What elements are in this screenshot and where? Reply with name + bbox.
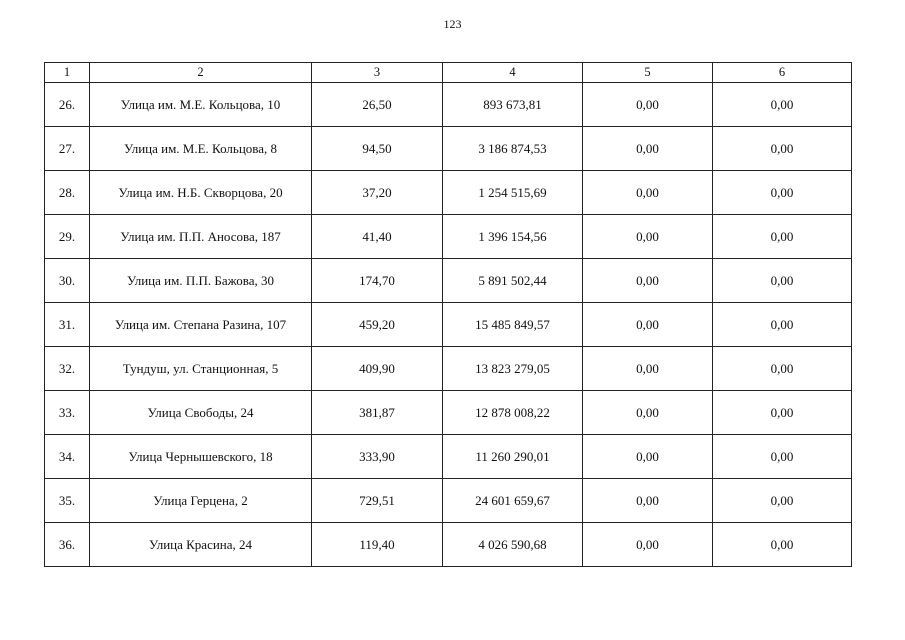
column-header: 1 bbox=[45, 63, 90, 83]
table-row bbox=[45, 127, 852, 171]
value-6-cell: 0,00 bbox=[713, 523, 852, 567]
address-cell: Тундуш, ул. Станционная, 5 bbox=[90, 347, 312, 391]
column-header: 2 bbox=[90, 63, 312, 83]
table-row bbox=[45, 391, 852, 435]
table-row bbox=[45, 347, 852, 391]
row-number: 34. bbox=[45, 435, 90, 479]
value-6-cell: 0,00 bbox=[713, 259, 852, 303]
table-row bbox=[45, 171, 852, 215]
table-row bbox=[45, 83, 852, 127]
amount-cell: 5 891 502,44 bbox=[443, 259, 583, 303]
table-row bbox=[45, 523, 852, 567]
amount-cell: 15 485 849,57 bbox=[443, 303, 583, 347]
value-6-cell: 0,00 bbox=[713, 391, 852, 435]
amount-cell: 1 396 154,56 bbox=[443, 215, 583, 259]
amount-cell: 24 601 659,67 bbox=[443, 479, 583, 523]
value-5-cell: 0,00 bbox=[583, 347, 713, 391]
column-header: 5 bbox=[583, 63, 713, 83]
value-6-cell: 0,00 bbox=[713, 435, 852, 479]
address-cell: Улица Красина, 24 bbox=[90, 523, 312, 567]
value-6-cell: 0,00 bbox=[713, 171, 852, 215]
row-number: 32. bbox=[45, 347, 90, 391]
value-5-cell: 0,00 bbox=[583, 171, 713, 215]
table-row bbox=[45, 215, 852, 259]
value-5-cell: 0,00 bbox=[583, 259, 713, 303]
area-cell: 381,87 bbox=[312, 391, 443, 435]
row-number: 31. bbox=[45, 303, 90, 347]
table-row bbox=[45, 435, 852, 479]
value-5-cell: 0,00 bbox=[583, 303, 713, 347]
column-header: 3 bbox=[312, 63, 443, 83]
table-body bbox=[45, 83, 852, 567]
address-cell: Улица им. М.Е. Кольцова, 8 bbox=[90, 127, 312, 171]
area-cell: 409,90 bbox=[312, 347, 443, 391]
row-number: 29. bbox=[45, 215, 90, 259]
row-number: 33. bbox=[45, 391, 90, 435]
row-number: 36. bbox=[45, 523, 90, 567]
value-5-cell: 0,00 bbox=[583, 479, 713, 523]
value-5-cell: 0,00 bbox=[583, 83, 713, 127]
amount-cell: 11 260 290,01 bbox=[443, 435, 583, 479]
value-6-cell: 0,00 bbox=[713, 479, 852, 523]
value-5-cell: 0,00 bbox=[583, 435, 713, 479]
value-6-cell: 0,00 bbox=[713, 347, 852, 391]
column-header: 6 bbox=[713, 63, 852, 83]
amount-cell: 1 254 515,69 bbox=[443, 171, 583, 215]
table-row bbox=[45, 479, 852, 523]
address-cell: Улица им. Н.Б. Скворцова, 20 bbox=[90, 171, 312, 215]
area-cell: 94,50 bbox=[312, 127, 443, 171]
value-5-cell: 0,00 bbox=[583, 391, 713, 435]
address-cell: Улица Свободы, 24 bbox=[90, 391, 312, 435]
value-6-cell: 0,00 bbox=[713, 215, 852, 259]
amount-cell: 4 026 590,68 bbox=[443, 523, 583, 567]
data-table bbox=[44, 62, 852, 567]
value-5-cell: 0,00 bbox=[583, 127, 713, 171]
area-cell: 729,51 bbox=[312, 479, 443, 523]
address-cell: Улица им. М.Е. Кольцова, 10 bbox=[90, 83, 312, 127]
area-cell: 333,90 bbox=[312, 435, 443, 479]
area-cell: 459,20 bbox=[312, 303, 443, 347]
row-number: 35. bbox=[45, 479, 90, 523]
amount-cell: 12 878 008,22 bbox=[443, 391, 583, 435]
address-cell: Улица им. П.П. Аносова, 187 bbox=[90, 215, 312, 259]
amount-cell: 13 823 279,05 bbox=[443, 347, 583, 391]
amount-cell: 893 673,81 bbox=[443, 83, 583, 127]
row-number: 27. bbox=[45, 127, 90, 171]
row-number: 26. bbox=[45, 83, 90, 127]
address-cell: Улица Герцена, 2 bbox=[90, 479, 312, 523]
header-row bbox=[45, 63, 852, 83]
address-cell: Улица им. П.П. Бажова, 30 bbox=[90, 259, 312, 303]
value-6-cell: 0,00 bbox=[713, 83, 852, 127]
page-number: 123 bbox=[443, 17, 462, 31]
area-cell: 41,40 bbox=[312, 215, 443, 259]
address-cell: Улица им. Степана Разина, 107 bbox=[90, 303, 312, 347]
row-number: 30. bbox=[45, 259, 90, 303]
area-cell: 37,20 bbox=[312, 171, 443, 215]
area-cell: 26,50 bbox=[312, 83, 443, 127]
area-cell: 119,40 bbox=[312, 523, 443, 567]
address-cell: Улица Чернышевского, 18 bbox=[90, 435, 312, 479]
value-6-cell: 0,00 bbox=[713, 303, 852, 347]
amount-cell: 3 186 874,53 bbox=[443, 127, 583, 171]
column-header: 4 bbox=[443, 63, 583, 83]
value-6-cell: 0,00 bbox=[713, 127, 852, 171]
table-row bbox=[45, 303, 852, 347]
row-number: 28. bbox=[45, 171, 90, 215]
value-5-cell: 0,00 bbox=[583, 215, 713, 259]
value-5-cell: 0,00 bbox=[583, 523, 713, 567]
table-row bbox=[45, 259, 852, 303]
area-cell: 174,70 bbox=[312, 259, 443, 303]
